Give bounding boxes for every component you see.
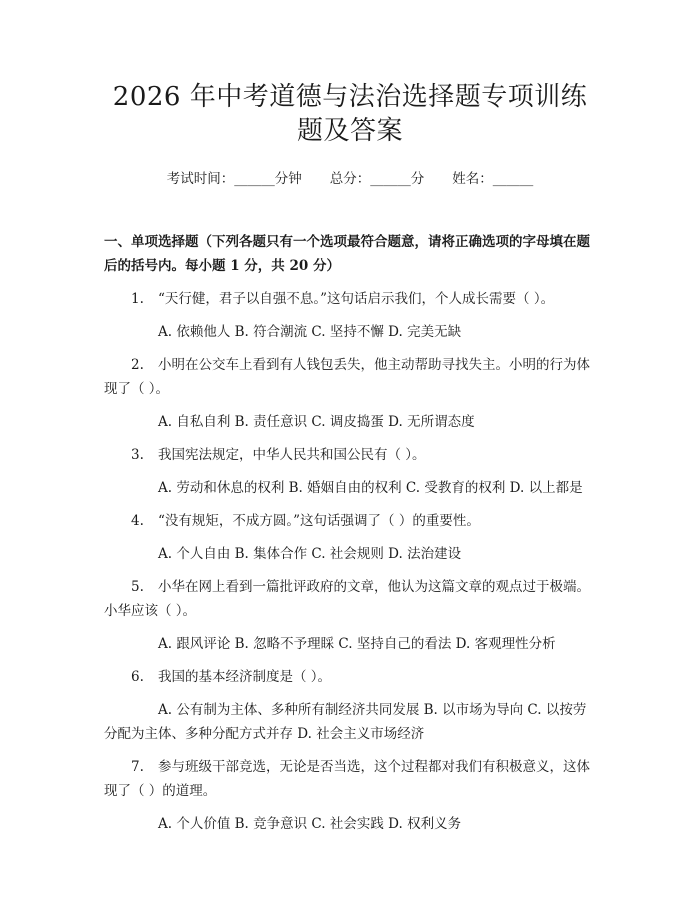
question-2-options: A. 自私自利 B. 责任意识 C. 调皮捣蛋 D. 无所谓态度 bbox=[158, 414, 475, 430]
total-score-blank: ______ bbox=[370, 171, 411, 187]
question-text: 小华在网上看到一篇批评政府的文章，他认为这篇文章的观点过于极端。小华应该（ ）。 bbox=[104, 579, 590, 619]
exam-time-unit: 分钟 bbox=[274, 171, 302, 187]
document-title: 2026 年中考道德与法治选择题专项训练题及答案 bbox=[112, 82, 588, 146]
question-number: 5. bbox=[131, 579, 144, 595]
question-text: 小明在公交车上看到有人钱包丢失，他主动帮助寻找失主。小明的行为体现了（ ）。 bbox=[104, 357, 590, 397]
question-text: 我国宪法规定，中华人民共和国公民有（ ）。 bbox=[158, 447, 426, 463]
exam-info-line bbox=[104, 170, 596, 188]
question-number: 7. bbox=[131, 759, 144, 775]
question-3 bbox=[104, 443, 596, 467]
question-7 bbox=[104, 755, 596, 803]
total-score-label: 总分： bbox=[329, 171, 371, 187]
question-3-options: A. 劳动和休息的权利 B. 婚姻自由的权利 C. 受教育的权利 D. 以上都是 bbox=[158, 480, 583, 496]
question-4 bbox=[104, 509, 596, 533]
question-text: “没有规矩，不成方圆。”这句话强调了（ ）的重要性。 bbox=[158, 513, 480, 529]
question-5-options: A. 跟风评论 B. 忽略不予理睬 C. 坚持自己的看法 D. 客观理性分析 bbox=[158, 636, 556, 652]
question-number: 1. bbox=[131, 291, 144, 307]
student-name-label: 姓名： bbox=[452, 171, 493, 187]
question-2 bbox=[104, 353, 596, 401]
question-6 bbox=[104, 665, 596, 689]
question-1 bbox=[104, 287, 596, 311]
question-number: 4. bbox=[131, 513, 144, 529]
exam-time-label: 考试时间： bbox=[166, 171, 235, 187]
question-1-options: A. 依赖他人 B. 符合潮流 C. 坚持不懈 D. 完美无缺 bbox=[158, 324, 462, 340]
question-number: 3. bbox=[131, 447, 144, 463]
question-text: 我国的基本经济制度是（ ）。 bbox=[158, 669, 332, 685]
question-4-options: A. 个人自由 B. 集体合作 C. 社会规则 D. 法治建设 bbox=[158, 546, 462, 562]
question-6-options: A. 公有制为主体、多种所有制经济共同发展 B. 以市场为导向 C. 以按劳分配为主体、多种分配方式并存 D. 社会主义市场经济 bbox=[104, 702, 587, 742]
question-text: “天行健，君子以自强不息。”这句话启示我们，个人成长需要（ ）。 bbox=[158, 291, 555, 307]
question-number: 2. bbox=[131, 357, 144, 373]
question-text: 参与班级干部竞选，无论是否当选，这个过程都对我们有积极意义，这体现了（ ）的道理。 bbox=[104, 759, 590, 799]
question-number: 6. bbox=[131, 669, 144, 685]
question-5 bbox=[104, 575, 596, 623]
exam-time-blank: ______ bbox=[234, 171, 275, 187]
question-7-options: A. 个人价值 B. 竞争意识 C. 社会实践 D. 权利义务 bbox=[158, 816, 462, 832]
section-heading: 一、单项选择题（下列各题只有一个选项最符合题意，请将正确选项的字母填在题后的括号内。每小题 1 分，共 20 分） bbox=[104, 234, 590, 274]
total-score-unit: 分 bbox=[410, 171, 425, 187]
student-name-blank: ______ bbox=[492, 171, 534, 187]
